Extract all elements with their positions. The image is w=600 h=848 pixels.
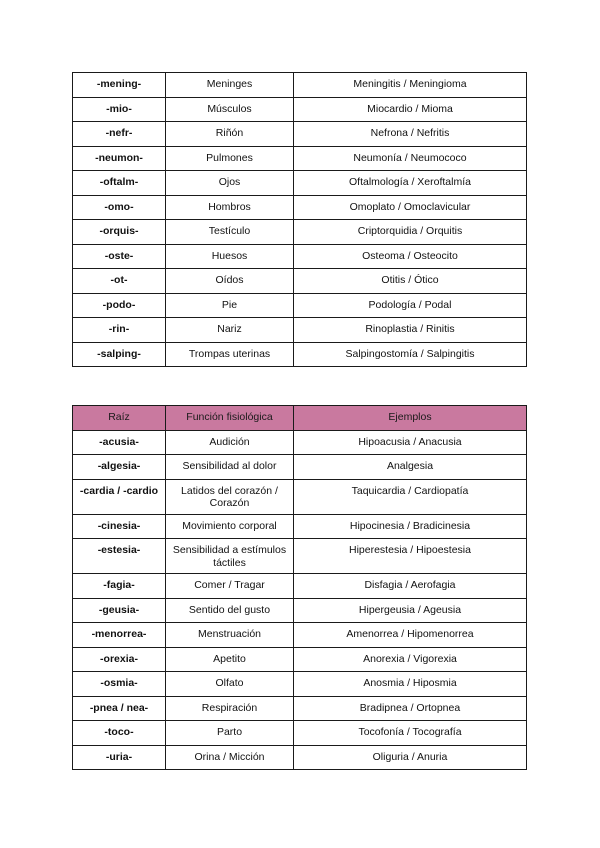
root-cell: -estesia- [73, 539, 166, 574]
root-cell: -geusia- [73, 598, 166, 623]
table-row [73, 342, 527, 367]
root-cell: -podo- [73, 293, 166, 318]
table-row [73, 479, 527, 514]
root-cell: -orquis- [73, 220, 166, 245]
examples-cell: Taquicardia / Cardiopatía [294, 479, 527, 514]
root-cell: -oste- [73, 244, 166, 269]
function-cell: Menstruación [166, 623, 294, 648]
table-row [73, 574, 527, 599]
examples-cell: Podología / Podal [294, 293, 527, 318]
function-cell: Olfato [166, 672, 294, 697]
header-function: Función fisiológica [166, 406, 294, 431]
function-cell: Sentido del gusto [166, 598, 294, 623]
examples-cell: Anosmia / Hiposmia [294, 672, 527, 697]
root-cell: -cinesia- [73, 514, 166, 539]
table-row [73, 514, 527, 539]
root-cell: -neumon- [73, 146, 166, 171]
table-row [73, 672, 527, 697]
function-cell: Sensibilidad al dolor [166, 455, 294, 480]
table-row [73, 598, 527, 623]
examples-cell: Neumonía / Neumococo [294, 146, 527, 171]
examples-cell: Omoplato / Omoclavicular [294, 195, 527, 220]
examples-cell: Meningitis / Meningioma [294, 73, 527, 98]
examples-cell: Nefrona / Nefritis [294, 122, 527, 147]
examples-cell: Bradipnea / Ortopnea [294, 696, 527, 721]
examples-cell: Amenorrea / Hipomenorrea [294, 623, 527, 648]
meaning-cell: Riñón [166, 122, 294, 147]
examples-cell: Hipergeusia / Ageusia [294, 598, 527, 623]
header-examples: Ejemplos [294, 406, 527, 431]
examples-cell: Hipocinesia / Bradicinesia [294, 514, 527, 539]
header-root: Raíz [73, 406, 166, 431]
root-cell: -fagia- [73, 574, 166, 599]
root-cell: -omo- [73, 195, 166, 220]
root-cell: -oftalm- [73, 171, 166, 196]
meaning-cell: Pie [166, 293, 294, 318]
table-row [73, 171, 527, 196]
examples-cell: Rinoplastia / Rinitis [294, 318, 527, 343]
roots-organs-table-body [73, 73, 527, 367]
table-row [73, 244, 527, 269]
root-cell: -algesia- [73, 455, 166, 480]
root-cell: -menorrea- [73, 623, 166, 648]
root-cell: -toco- [73, 721, 166, 746]
meaning-cell: Hombros [166, 195, 294, 220]
table-row [73, 430, 527, 455]
examples-cell: Otitis / Ótico [294, 269, 527, 294]
examples-cell: Miocardio / Mioma [294, 97, 527, 122]
root-cell: -ot- [73, 269, 166, 294]
examples-cell: Analgesia [294, 455, 527, 480]
examples-cell: Anorexia / Vigorexia [294, 647, 527, 672]
root-cell: -pnea / nea- [73, 696, 166, 721]
roots-functions-table [72, 405, 527, 770]
examples-cell: Tocofonía / Tocografía [294, 721, 527, 746]
table-row [73, 220, 527, 245]
table-header [73, 406, 527, 431]
table-row [73, 293, 527, 318]
root-cell: -uria- [73, 745, 166, 770]
root-cell: -acusia- [73, 430, 166, 455]
function-cell: Comer / Tragar [166, 574, 294, 599]
meaning-cell: Ojos [166, 171, 294, 196]
root-cell: -osmia- [73, 672, 166, 697]
table-row [73, 318, 527, 343]
function-cell: Latidos del corazón / Corazón [166, 479, 294, 514]
table-row [73, 122, 527, 147]
root-cell: -orexia- [73, 647, 166, 672]
examples-cell: Criptorquidia / Orquitis [294, 220, 527, 245]
table-row [73, 721, 527, 746]
table-row [73, 146, 527, 171]
table-row [73, 647, 527, 672]
table-row [73, 696, 527, 721]
root-cell: -mening- [73, 73, 166, 98]
meaning-cell: Meninges [166, 73, 294, 98]
meaning-cell: Músculos [166, 97, 294, 122]
examples-cell: Hipoacusia / Anacusia [294, 430, 527, 455]
meaning-cell: Trompas uterinas [166, 342, 294, 367]
roots-functions-table-body [73, 430, 527, 770]
examples-cell: Osteoma / Osteocito [294, 244, 527, 269]
examples-cell: Oliguria / Anuria [294, 745, 527, 770]
function-cell: Respiración [166, 696, 294, 721]
examples-cell: Hiperestesia / Hipoestesia [294, 539, 527, 574]
meaning-cell: Testículo [166, 220, 294, 245]
function-cell: Audición [166, 430, 294, 455]
meaning-cell: Nariz [166, 318, 294, 343]
function-cell: Parto [166, 721, 294, 746]
meaning-cell: Oídos [166, 269, 294, 294]
examples-cell: Oftalmología / Xeroftalmía [294, 171, 527, 196]
examples-cell: Salpingostomía / Salpingitis [294, 342, 527, 367]
table-row [73, 73, 527, 98]
function-cell: Movimiento corporal [166, 514, 294, 539]
function-cell: Sensibilidad a estímulos táctiles [166, 539, 294, 574]
root-cell: -nefr- [73, 122, 166, 147]
root-cell: -salping- [73, 342, 166, 367]
root-cell: -mio- [73, 97, 166, 122]
root-cell: -rin- [73, 318, 166, 343]
function-cell: Orina / Micción [166, 745, 294, 770]
root-cell: -cardia / -cardio [73, 479, 166, 514]
table-row [73, 539, 527, 574]
table-row [73, 97, 527, 122]
table-row [73, 269, 527, 294]
table-row [73, 195, 527, 220]
meaning-cell: Huesos [166, 244, 294, 269]
meaning-cell: Pulmones [166, 146, 294, 171]
examples-cell: Disfagia / Aerofagia [294, 574, 527, 599]
table-row [73, 455, 527, 480]
function-cell: Apetito [166, 647, 294, 672]
table-row [73, 623, 527, 648]
header-row [73, 406, 527, 431]
table-row [73, 745, 527, 770]
roots-organs-table [72, 72, 527, 367]
